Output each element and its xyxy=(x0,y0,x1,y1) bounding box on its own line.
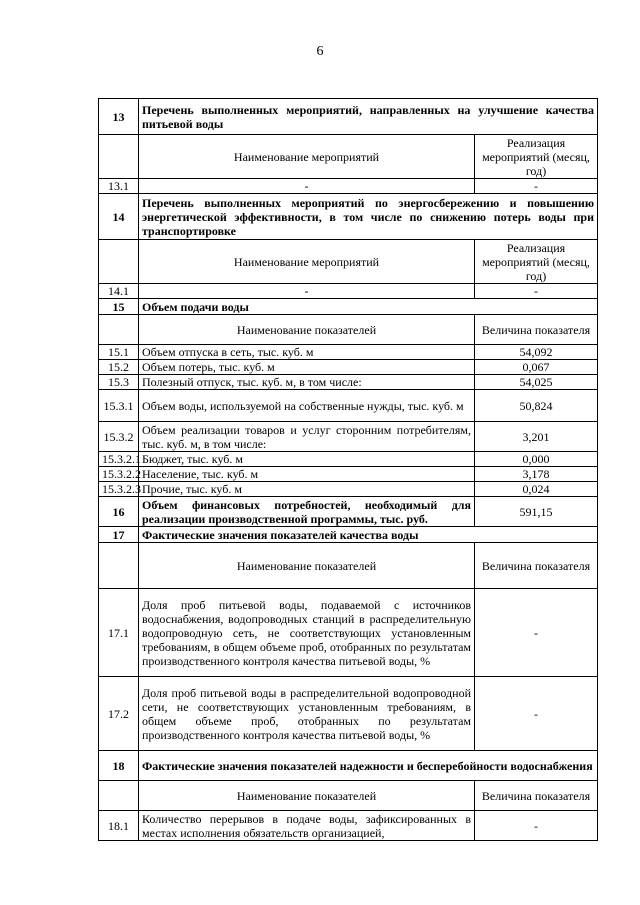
table-header-row xyxy=(99,315,598,345)
column-header-value: Величина показателя xyxy=(475,315,598,345)
row-number: 15.3.2.2 xyxy=(99,467,139,482)
table-row xyxy=(99,179,598,194)
row-name: Количество перерывов в подаче воды, зафиксированных в местах исполнения обязательств организацией, xyxy=(139,811,475,841)
section-number: 15 xyxy=(99,299,139,315)
section-15-heading-row xyxy=(99,299,598,315)
row-number: 18.1 xyxy=(99,811,139,841)
column-header-name: Наименование показателей xyxy=(139,781,475,811)
empty-cell xyxy=(99,240,139,284)
section-number: 16 xyxy=(99,497,139,527)
row-number: 13.1 xyxy=(99,179,139,194)
row-name: Доля проб питьевой воды, подаваемой с источников водоснабжения, водопроводных станций в распределительную водопроводную сеть, не соответствующих установленным требованиям, в общем объеме проб, отобранных по результатам производственного контроля качества питьевой воды, % xyxy=(139,589,475,677)
table-row xyxy=(99,677,598,751)
section-18-heading-row xyxy=(99,751,598,781)
section-number: 13 xyxy=(99,99,139,135)
column-header-name: Наименование показателей xyxy=(139,315,475,345)
section-number: 17 xyxy=(99,527,139,543)
column-header-name: Наименование мероприятий xyxy=(139,135,475,179)
column-header-name: Наименование показателей xyxy=(139,543,475,589)
row-name: Объем потерь, тыс. куб. м xyxy=(139,360,475,375)
row-number: 14.1 xyxy=(99,284,139,299)
row-name: Полезный отпуск, тыс. куб. м, в том числе: xyxy=(139,375,475,390)
page-number: 6 xyxy=(316,44,324,59)
section-title: Объем подачи воды xyxy=(139,299,598,315)
section-title: Перечень выполненных мероприятий, направленных на улучшение качества питьевой воды xyxy=(139,99,598,135)
production-program-table xyxy=(98,98,598,841)
empty-cell xyxy=(99,135,139,179)
row-value: 0,067 xyxy=(475,360,598,375)
row-name: Прочие, тыс. куб. м xyxy=(139,482,475,497)
row-name: - xyxy=(139,284,475,299)
table-row xyxy=(99,390,598,422)
row-value: - xyxy=(475,677,598,751)
row-number: 15.3.2 xyxy=(99,422,139,452)
table-row xyxy=(99,452,598,467)
row-number: 15.3 xyxy=(99,375,139,390)
row-value: 0,024 xyxy=(475,482,598,497)
row-number: 17.2 xyxy=(99,677,139,751)
row-name: Население, тыс. куб. м xyxy=(139,467,475,482)
table-row xyxy=(99,811,598,841)
section-title: Перечень выполненных мероприятий по энергосбережению и повышению энергетической эффективности, в том числе по снижению потерь воды при транспортировке xyxy=(139,194,598,240)
empty-cell xyxy=(99,315,139,345)
table-row xyxy=(99,360,598,375)
row-name: Бюджет, тыс. куб. м xyxy=(139,452,475,467)
table-row xyxy=(99,467,598,482)
row-value: 54,025 xyxy=(475,375,598,390)
column-header-value: Реализация мероприятий (месяц, год) xyxy=(475,135,598,179)
row-name: Объем реализации товаров и услуг сторонним потребителям, тыс. куб. м, в том числе: xyxy=(139,422,475,452)
row-value: 591,15 xyxy=(475,497,598,527)
table-header-row xyxy=(99,781,598,811)
empty-cell xyxy=(99,781,139,811)
row-value: 3,178 xyxy=(475,467,598,482)
section-title: Фактические значения показателей качества воды xyxy=(139,527,598,543)
table-row xyxy=(99,284,598,299)
row-value: 0,000 xyxy=(475,452,598,467)
row-name: - xyxy=(139,179,475,194)
table-header-row xyxy=(99,135,598,179)
column-header-value: Величина показателя xyxy=(475,543,598,589)
column-header-value: Реализация мероприятий (месяц, год) xyxy=(475,240,598,284)
row-name: Объем отпуска в сеть, тыс. куб. м xyxy=(139,345,475,360)
table-row xyxy=(99,422,598,452)
row-number: 17.1 xyxy=(99,589,139,677)
section-13-heading-row xyxy=(99,99,598,135)
section-14-heading-row xyxy=(99,194,598,240)
table-row xyxy=(99,482,598,497)
row-name: Доля проб питьевой воды в распределительной водопроводной сети, не соответствующих установленным требованиям, в общем объеме проб, отобранных по результатам производственного контроля качества питьевой воды, % xyxy=(139,677,475,751)
row-value: 3,201 xyxy=(475,422,598,452)
row-value: - xyxy=(475,589,598,677)
section-title: Объем финансовых потребностей, необходимый для реализации производственной программы, тыс. руб. xyxy=(139,497,475,527)
row-number: 15.2 xyxy=(99,360,139,375)
column-header-name: Наименование мероприятий xyxy=(139,240,475,284)
row-value: - xyxy=(475,284,598,299)
table-row xyxy=(99,589,598,677)
row-value: 54,092 xyxy=(475,345,598,360)
row-number: 15.3.1 xyxy=(99,390,139,422)
row-value: - xyxy=(475,811,598,841)
row-number: 15.3.2.1 xyxy=(99,452,139,467)
row-number: 15.1 xyxy=(99,345,139,360)
row-value: - xyxy=(475,179,598,194)
row-name: Объем воды, используемой на собственные нужды, тыс. куб. м xyxy=(139,390,475,422)
section-number: 14 xyxy=(99,194,139,240)
table-row xyxy=(99,375,598,390)
section-title: Фактические значения показателей надежности и бесперебойности водоснабжения xyxy=(139,751,598,781)
row-value: 50,824 xyxy=(475,390,598,422)
section-number: 18 xyxy=(99,751,139,781)
table-row xyxy=(99,345,598,360)
column-header-value: Величина показателя xyxy=(475,781,598,811)
section-17-heading-row xyxy=(99,527,598,543)
empty-cell xyxy=(99,543,139,589)
section-16-heading-row xyxy=(99,497,598,527)
table-header-row xyxy=(99,240,598,284)
row-number: 15.3.2.3 xyxy=(99,482,139,497)
table-header-row xyxy=(99,543,598,589)
